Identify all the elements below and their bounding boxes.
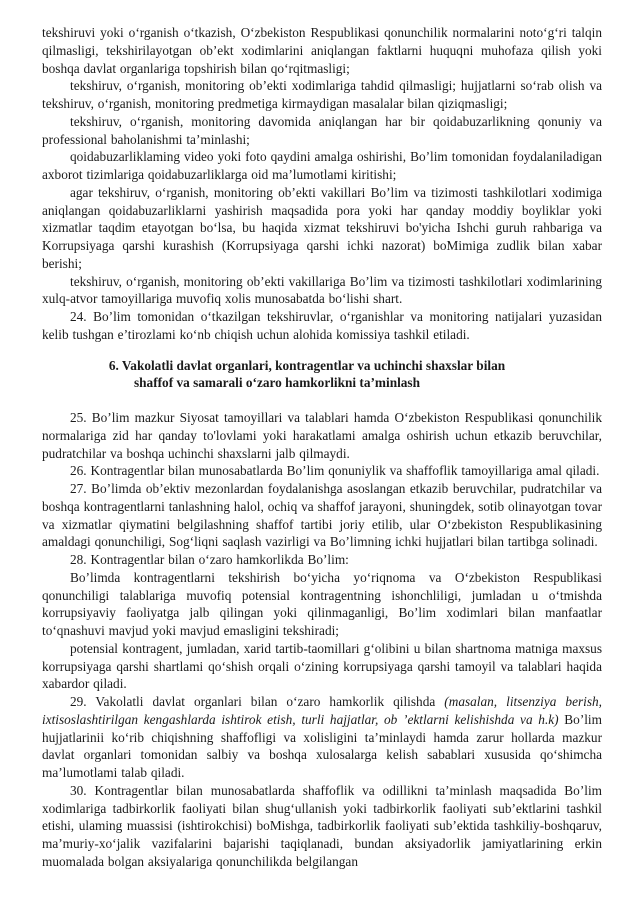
section-6-heading (42, 357, 572, 393)
paragraph-28: 28. Kontragentlar bilan o‘zaro hamkorlikda Bo’lim: (70, 552, 349, 567)
paragraph-25: 25. Bo’lim mazkur Siyosat tamoyillari va talablari hamda O‘zbekiston Respublikasi qonunchilik normalariga zid har qanday to'lovlami yoki harakatlami amalga oshirish uchun etkazib beruvchilar, pudratchilar va boshqa uchinchi shaxslarni jalb qilmaydi. (42, 410, 602, 461)
paragraph-30: 30. Kontragentlar bilan munosabatlarda shaffoflik va odillikni ta’minlash maqsadida Bo’lim xodimlariga tadbirkorlik faoliyati bilan shug‘ullanish yoki tadbirkorlik faoliyati sub’ektlarini tashkil etishi, ulaming muassisi (ishtirokchisi) boMishga, tadbirkorlik faoliyati sub’ektida tashkiliy-boshqaruv, ma’muriy-xo‘jalik vazifalarini bajarishi taqiqlanadi, bundan aksiyadorlik jamiyatlarining erkin muomalada bolgan aksiyalariga qonunchilikda belgilangan (42, 782, 602, 869)
paragraph-clause-tahdid: tekshiruv, o‘rganish, monitoring ob’ekti xodimlariga tahdid qilmasligi; hujjatlarni so‘rab olish va tekshiruv, o‘rganish, monitoring predmetiga kirmaydigan masalalar bilan qiziqmasligi; (42, 78, 602, 111)
paragraph-clause-baholanish: tekshiruv, o‘rganish, monitoring davomida aniqlangan har bir qoidabuzarlikning qonuniy va professional baholanishmi ta’minlashi; (42, 113, 602, 147)
paragraph-29 (42, 693, 602, 782)
section-6-heading-line1: 6. Vakolatli davlat organlari, kontragentlar va uchinchi shaxslar bilan (108, 357, 506, 373)
paragraph-24: 24. Bo’lim tomonidan o‘tkazilgan tekshiruvlar, o‘rganishlar va monitoring natijalari yuzasidan kelib tushgan e’tirozlami ko‘nb chiqish uchun alohida komissiya tashkil etiladi. (42, 309, 602, 342)
paragraph-28-clause-shartnoma: potensial kontragent, jumladan, xarid tartib-taomillari g‘olibini u bilan shartnoma matniga maxsus korrupsiyaga qarshi shartlami qo‘shish orqali o‘zining korrupsiyaga qarshi tamoyil va talablari haqida xabardor qiladi. (42, 640, 602, 692)
section-6-heading-line2: shaffof va samarali o‘zaro hamkorlikni ta’minlash (133, 375, 420, 391)
paragraph-clause-xolis-munosabat: tekshiruv, o‘rganish, monitoring ob’ekti vakillariga Bo’lim va tizimosti tashkilotlari xodimlarining xulq-atvor tamoyillariga muvofiq xolis munosabatda bo‘lishi shart. (42, 273, 602, 307)
paragraph-28-clause-tekshirish: Bo’limda kontragentlarni tekshirish bo‘yicha yo‘riqnoma va O‘zbekiston Respublikasi qonunchiligi talablariga muvofiq potensial kontragentning ishonchliligi, jumladan u o‘tmishda korrupsiyaviy faoliyatga jalb qilingan yoki qilinmaganligi, Bo’lim xodimlari bilan manfaatlar to‘qnashuvi mavjud yoki mavjud emasligini tekshiradi; (42, 569, 602, 638)
paragraph-29-text-before: 29. Vakolatli davlat organlari bilan o‘zaro hamkorlik qilishda (70, 694, 445, 709)
paragraph-29-text-after: Bo’lim hujjatlarinii ko‘rib chiqishning shaffofligi va xolisligini ta’minlaydi hamda zarur hollarda mazkur davlat organlari tomonidan salbiy va boshqa xulosalarga kelish sabablari xususida qo‘shimcha ma’lumotlami talab qiladi. (42, 711, 602, 780)
paragraph-27: 27. Bo’limda ob’ektiv mezonlardan foydalanishga asoslangan etkazib beruvchilar, pudratchilar va boshqa kontragentlarni tanlashning halol, ochiq va shaffof jarayoni, shuningdek, sotib olinayotgan tovar va xizmatlar qiymatini belgilashning shaffof tartibi joriy etilib, ular O‘zbekiston Respublikasining amaldagi qonunchiligi, Sog‘liqni saqlash vazirligi va Bo’limning ichki hujjatlari bilan tartibga solinadi. (42, 481, 602, 550)
paragraph-29-italic-note: (masalan, litsenziya berish, ixtisoslashtirilgan kengashlarda ishtirok etish, turli hajjatlar, ob ’ektlarni kelishishda va h.k) (42, 694, 602, 727)
paragraph-clause-pora-xabar: agar tekshiruv, o‘rganish, monitoring ob’ekti vakillari Bo’lim va tizimosti tashkilotlari xodimiga aniqlangan qoidabuzarliklarni yashirish maqsadida pora yoki har qanday moddiy boyliklar yoki xizmatlar taqdim etayotgan bo‘lsa, bu haqida xizmat tekshiruvi bo'yicha Ishchi guruh rahbariga va Korrupsiyaga qarshi kurashish (Korrupsiyaga qarshi ichki nazorat) boMimiga zudlik bilan xabar berishi; (42, 184, 602, 271)
paragraph-clause-video-qayd: qoidabuzarliklaming video yoki foto qaydini amalga oshirishi, Bo’lim tomonidan foydalaniladigan axborot tizimlariga qoidabuzarliklarga oid ma’lumotlami kiritishi; (42, 149, 602, 182)
paragraph-26: 26. Kontragentlar bilan munosabatlarda Bo’lim qonuniylik va shaffoflik tamoyillariga amal qiladi. (70, 463, 600, 479)
paragraph-continuation: tekshiruvi yoki o‘rganish o‘tkazish, O‘zbekiston Respublikasi qonunchilik normalarini noto‘g‘ri talqin qilmasligi, tekshirilayotgan ob’ekt xodimlarini aniqlangan faktlarni huquqni muhofaza qilish yoki boshqa davlat organlariga topshirish bilan qo‘rqitmasligi; (42, 25, 602, 76)
